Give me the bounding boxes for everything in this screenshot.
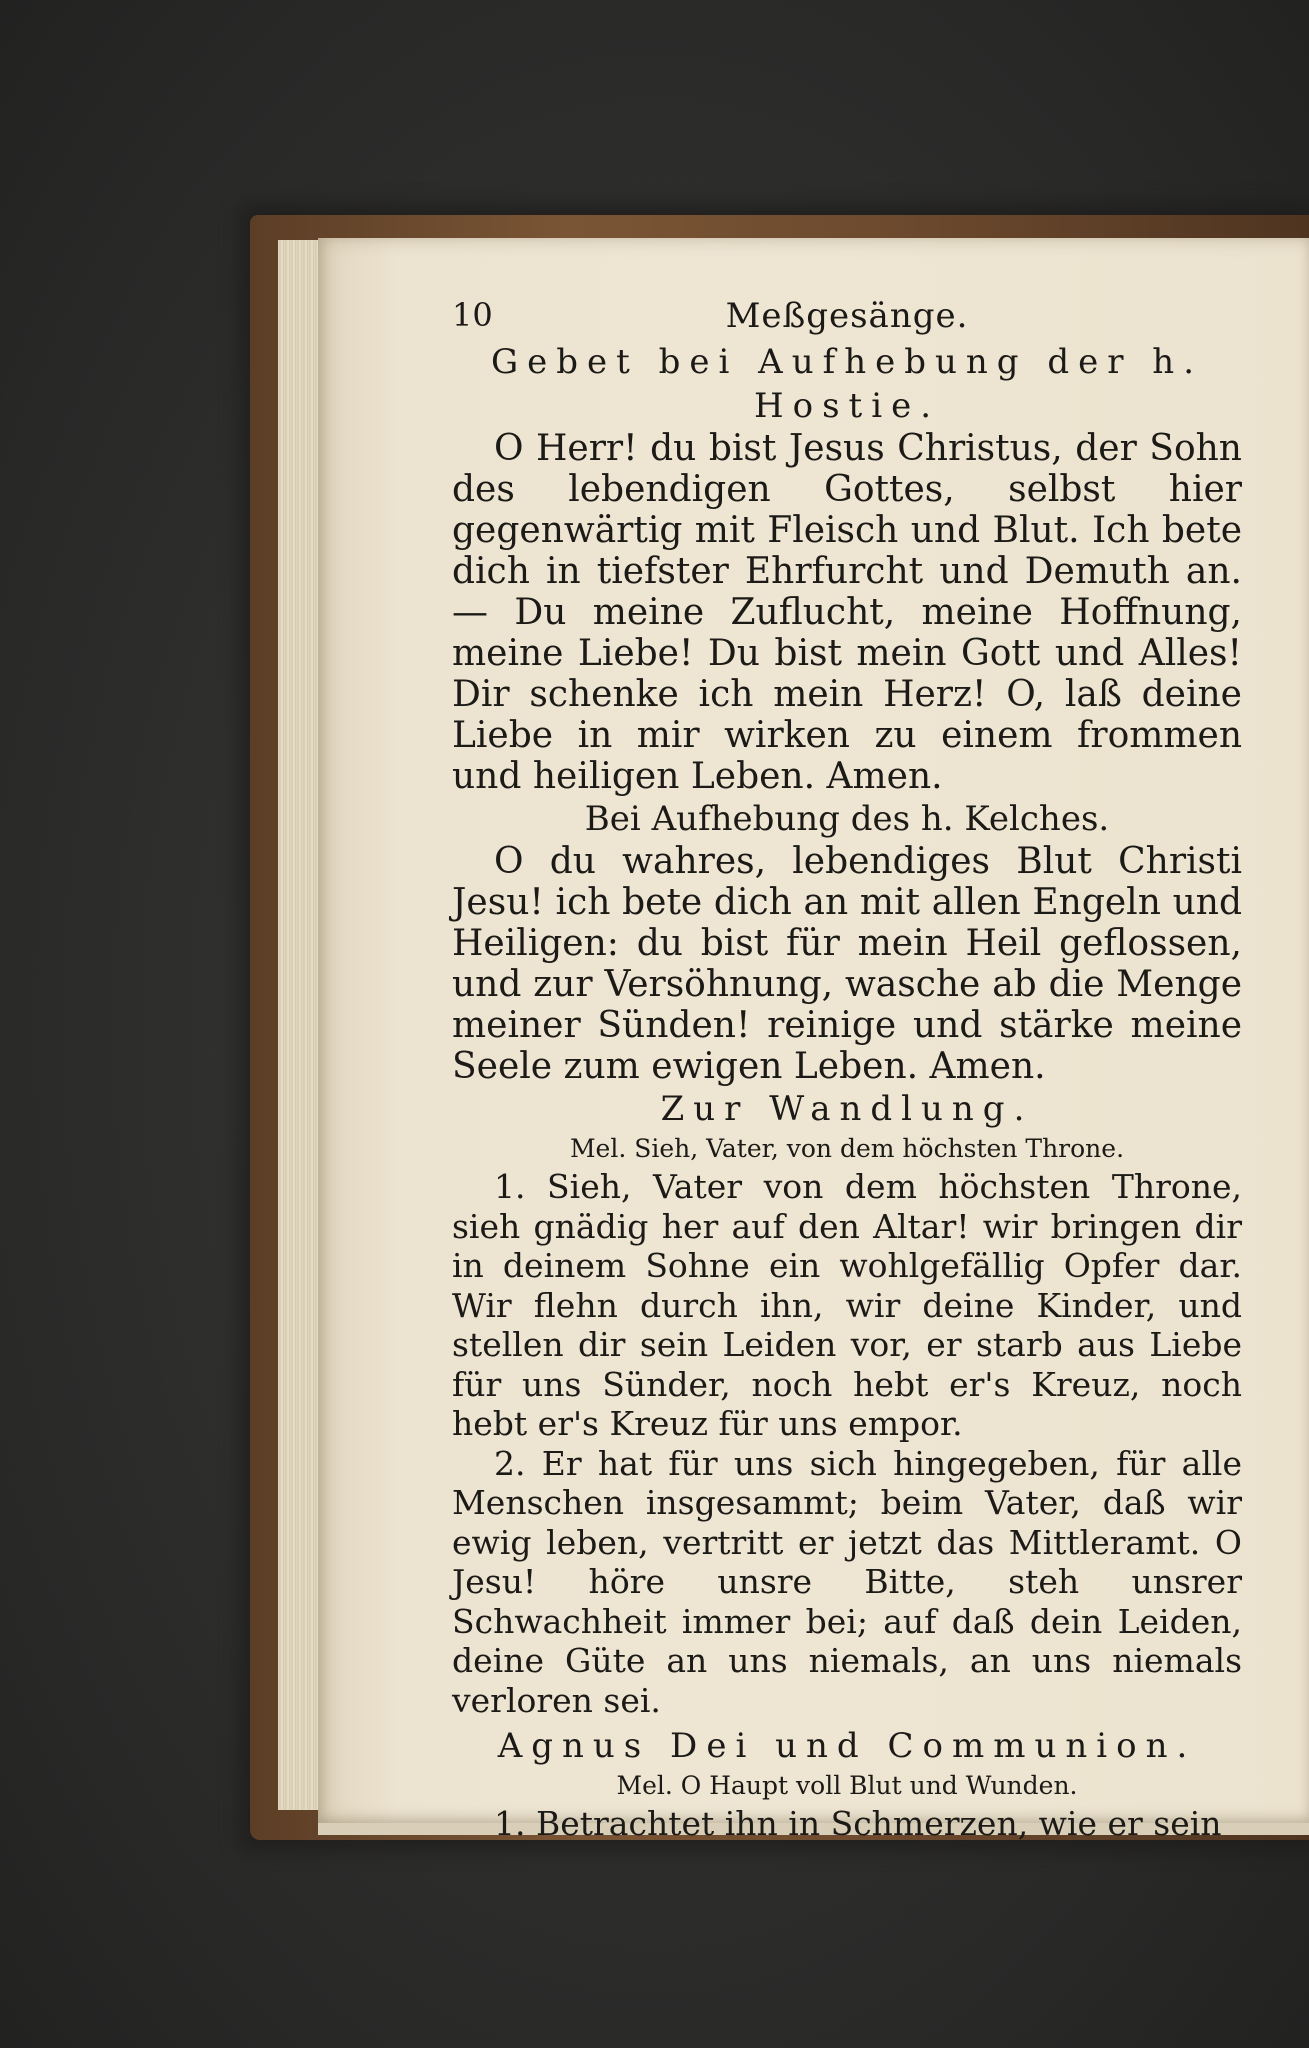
hymn-verse-agnus-1: 1. Betrachtet ihn in Schmerzen, wie er sein [494, 1804, 1222, 1843]
page-text-block [452, 292, 1242, 1844]
section-heading-agnus-dei: Agnus Dei und Communion. [497, 1726, 1197, 1766]
melody-note-consecration: Mel. Sieh, Vater, von dem höchsten Throne. [569, 1134, 1125, 1163]
hymn-verse-2: 2. Er hat für uns sich hingegeben, für alle Menschen insgesammt; beim Vater, daß wir ewig leben, vertritt er jetzt das Mittleramt. O Jesu! höre unsre Bitte, steh unsrer Schwachheit immer bei; auf daß dein Leiden, deine Güte an uns niemals, an uns niemals verloren sei. [452, 1443, 1242, 1720]
melody-note-agnus-dei: Mel. O Haupt voll Blut und Wunden. [616, 1771, 1078, 1800]
prayer-chalice-text: O du wahres, lebendiges Blut Christi Jesu! ich bete dich an mit allen Engeln und Heiligen: du bist für mein Heil geflossen, und zur Versöhnung, wasche ab die Menge meiner Sünden! reinige und stärke meine Seele zum ewigen Leben. Amen. [452, 841, 1242, 1087]
section-heading-chalice: Bei Aufhebung des h. Kelches. [584, 799, 1110, 839]
hymn-verse-1: 1. Sieh, Vater von dem höchsten Throne, sieh gnädig her auf den Altar! wir bringen dir in deinem Sohne ein wohlgefällig Opfer dar. Wir flehn durch ihn, wir deine Kinder, und stellen dir sein Leiden vor, er starb aus Liebe für uns Sünder, noch hebt er's Kreuz, noch hebt er's Kreuz für uns empor. [452, 1167, 1242, 1443]
page-edges [278, 240, 318, 1810]
page-header [452, 292, 1242, 340]
page-number: 10 [452, 296, 493, 334]
running-title: Meßgesänge. [725, 296, 969, 336]
prayer-host-text: O Herr! du bist Jesus Christus, der Sohn des lebendigen Gottes, selbst hier gegenwärtig mit Fleisch und Blut. Ich bete dich in tiefster Ehrfurcht und Demuth an. — Du meine Zuflucht, meine Hoffnung, meine Liebe! Du bist mein Gott und Alles! Dir schenke ich mein Herz! O, laß deine Liebe in mir wirken zu einem frommen und heiligen Leben. Amen. [452, 428, 1242, 797]
section-heading-consecration: Zur Wandlung. [660, 1089, 1034, 1129]
section-heading-host: Gebet bei Aufhebung der h. Hostie. [490, 342, 1204, 426]
